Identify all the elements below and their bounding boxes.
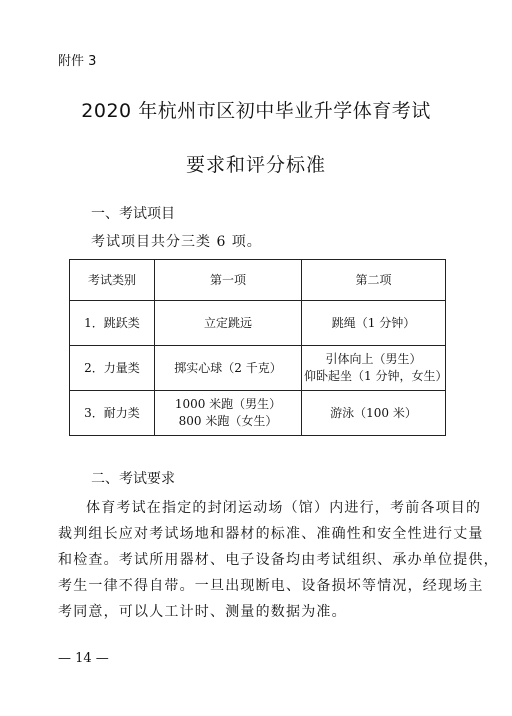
- row-item2: [302, 346, 446, 391]
- table-header-row: [70, 260, 446, 301]
- row-item1: [155, 391, 302, 436]
- cell-line: 游泳（100 米）: [330, 405, 417, 420]
- cell-line: 立定跳远: [203, 315, 252, 330]
- attachment-label: 附件 3: [58, 54, 97, 69]
- row-item1: [155, 301, 302, 346]
- table-header-item1: 第一项: [155, 260, 302, 301]
- cell-line: 仰卧起坐（1 分钟，女生）: [304, 369, 448, 383]
- section1-heading: 一、考试项目: [91, 206, 175, 222]
- paragraph-line: 考生一律不得自带。一旦出现断电、设备损坏等情况，经现场主: [58, 578, 484, 594]
- row-category: 3．耐力类: [70, 391, 155, 436]
- cell-line: 引体向上（男生）: [325, 352, 422, 366]
- cell-line: 1000 米跑（男生）: [174, 397, 282, 411]
- row-item2: [302, 391, 446, 436]
- section2-heading: 二、考试要求: [91, 471, 175, 487]
- row-category: 2．力量类: [70, 346, 155, 391]
- cell-line: 掷实心球（2 千克）: [174, 360, 282, 375]
- paragraph-line: 裁判组长应对考试场地和器材的标准、准确性和安全性进行丈量: [58, 526, 484, 542]
- paragraph-line: 体育考试在指定的封闭运动场（馆）内进行，考前各项目的: [86, 500, 482, 516]
- document-title: 2020 年杭州市区初中毕业升学体育考试: [81, 100, 431, 122]
- row-category: 1．跳跃类: [70, 301, 155, 346]
- document-subtitle: 要求和评分标准: [185, 154, 326, 176]
- cell-line: 800 米跑（女生）: [178, 414, 278, 428]
- exam-items-table: [69, 259, 446, 436]
- table-row: [70, 346, 446, 391]
- section2-paragraph: [58, 495, 499, 625]
- cell-line: 跳绳（1 分钟）: [331, 315, 416, 330]
- paragraph-line: 和检查。考试所用器材、电子设备均由考试组织、承办单位提供，: [58, 552, 499, 568]
- paragraph-line: 考同意，可以人工计时、测量的数据为准。: [58, 604, 347, 620]
- section1-intro: 考试项目共分三类 6 项。: [91, 234, 262, 250]
- table-row: [70, 391, 446, 436]
- row-item2: [302, 301, 446, 346]
- table-header-category: 考试类别: [70, 260, 155, 301]
- table-header-item2: 第二项: [302, 260, 446, 301]
- page-number: — 14 —: [58, 651, 109, 666]
- row-item1: [155, 346, 302, 391]
- table-row: [70, 301, 446, 346]
